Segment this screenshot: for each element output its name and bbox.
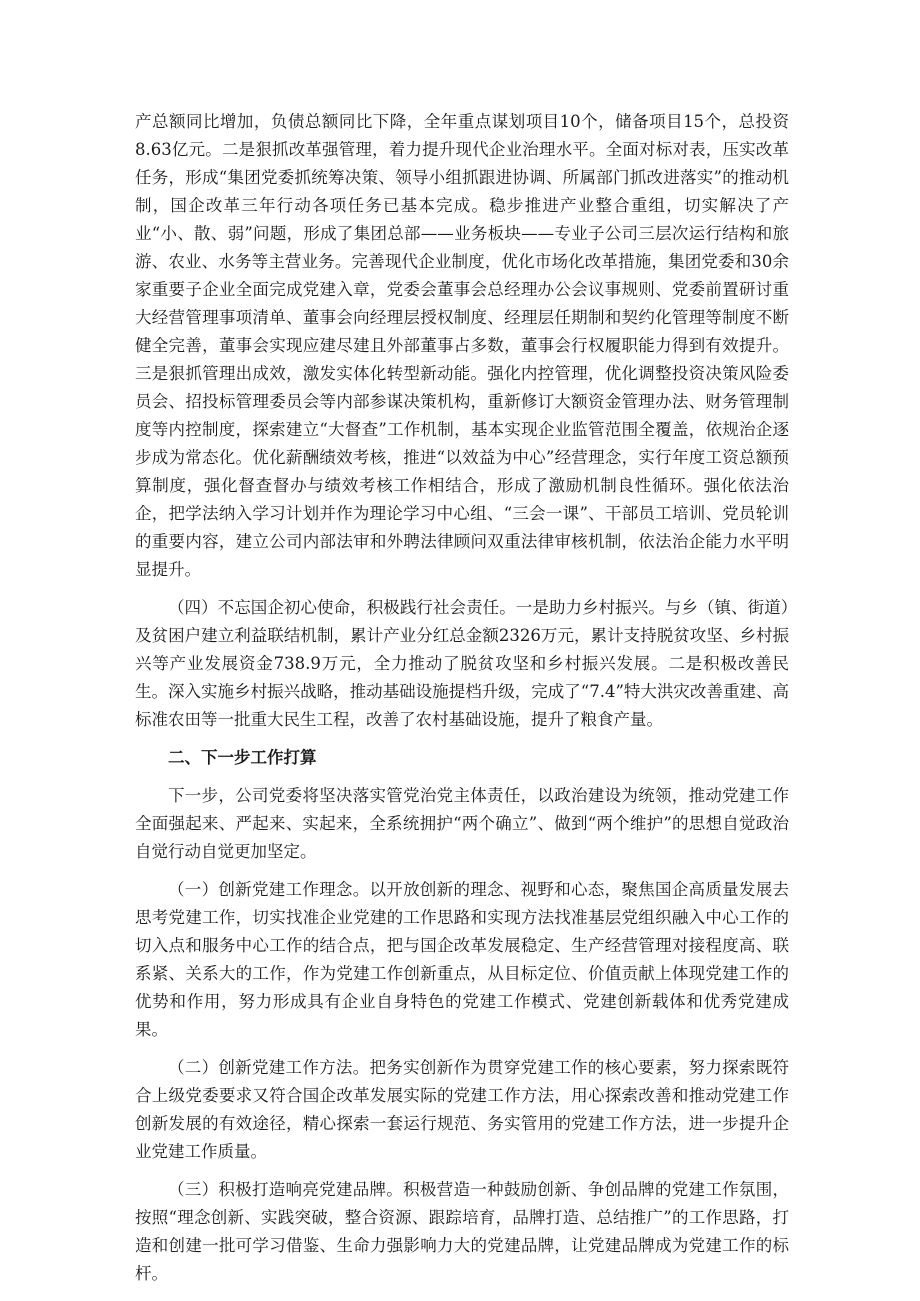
document-page	[135, 108, 789, 1288]
paragraph-next-step-intro: 下一步，公司党委将坚决落实管党治党主体责任，以政治建设为统领，推动党建工作全面强起来、严起来、实起来，全系统拥护“两个确立”、做到“两个维护”的思想自觉政治自觉行动自觉更加坚定。	[135, 786, 789, 861]
section-heading-next-steps: 二、下一步工作打算	[168, 748, 317, 767]
paragraph-social-responsibility: （四）不忘国企初心使命，积极践行社会责任。一是助力乡村振兴。与乡（镇、街道）及贫困户建立利益联结机制，累计产业分红总金额2326万元，累计支持脱贫攻坚、乡村振兴等产业发展资金738.9万元，全力推动了脱贫攻坚和乡村振兴发展。二是积极改善民生。深入实施乡村振兴战略，推动基础设施提档升级，完成了“7.4”特大洪灾改善重建、高标准农田等一批重大民生工程，改善了农村基础设施，提升了粮食产量。	[135, 598, 789, 729]
paragraph-reform-continued: 产总额同比增加，负债总额同比下降，全年重点谋划项目10个，储备项目15个，总投资8.63亿元。二是狠抓改革强管理，着力提升现代企业治理水平。全面对标对表，压实改革任务，形成“集团党委抓统筹决策、领导小组抓跟进协调、所属部门抓改进落实”的推动机制，国企改革三年行动各项任务已基本完成。稳步推进产业整合重组，切实解决了产业“小、散、弱”问题，形成了集团总部——业务板块——专业子公司三层次运行结构和旅游、农业、水务等主营业务。完善现代企业制度，优化市场化改革措施，集团党委和30余家重要子企业全面完成党建入章，党委会董事会总经理办公会议事规则、党委前置研讨重大经营管理事项清单、董事会向经理层授权制度、经理层任期制和契约化管理等制度不断健全完善，董事会实现应建尽建且外部董事占多数，董事会行权履职能力得到有效提升。三是狠抓管理出成效，激发实体化转型新动能。强化内控管理，优化调整投资决策风险委员会、招投标管理委员会等内部参谋决策机构，重新修订大额资金管理办法、财务管理制度等内控制度，探索建立“大督查”工作机制，基本实现企业监管范围全覆盖，依规治企逐步成为常态化。优化薪酬绩效考核，推进“以效益为中心”经营理念，实行年度工资总额预算制度，强化督查督办与绩效考核工作相结合，形成了激励机制良性循环。强化依法治企，把学法纳入学习计划并作为理论学习中心组、“三会一课”、干部员工培训、党员轮训的重要内容，建立公司内部法审和外聘法律顾问双重法律审核机制，依法治企能力水平明显提升。	[135, 112, 789, 579]
paragraph-party-brand: （三）积极打造响亮党建品牌。积极营造一种鼓励创新、争创品牌的党建工作氛围，按照“理念创新、实践突破，整合资源、跟踪培育，品牌打造、总结推广”的工作思路，打造和创建一批可学习借鉴、生命力强影响力大的党建品牌，让党建品牌成为党建工作的标杆。	[135, 1180, 789, 1283]
paragraph-innovate-concept: （一）创新党建工作理念。以开放创新的理念、视野和心态，聚焦国企高质量发展去思考党建工作，切实找准企业党建的工作思路和实现方法找准基层党组织融入中心工作的切入点和服务中心工作的结合点，把与国企改革发展稳定、生产经营管理对接程度高、联系紧、关系大的工作，作为党建工作创新重点，从目标定位、价值贡献上体现党建工作的优势和作用，努力形成具有企业自身特色的党建工作模式、党建创新载体和优秀党建成果。	[135, 880, 789, 1039]
paragraph-innovate-method: （二）创新党建工作方法。把务实创新作为贯穿党建工作的核心要素，努力探索既符合上级党委要求又符合国企改革发展实际的党建工作方法，用心探索改善和推动党建工作创新发展的有效途径，精心探索一套运行规范、务实管用的党建工作方法，进一步提升企业党建工作质量。	[135, 1058, 789, 1161]
